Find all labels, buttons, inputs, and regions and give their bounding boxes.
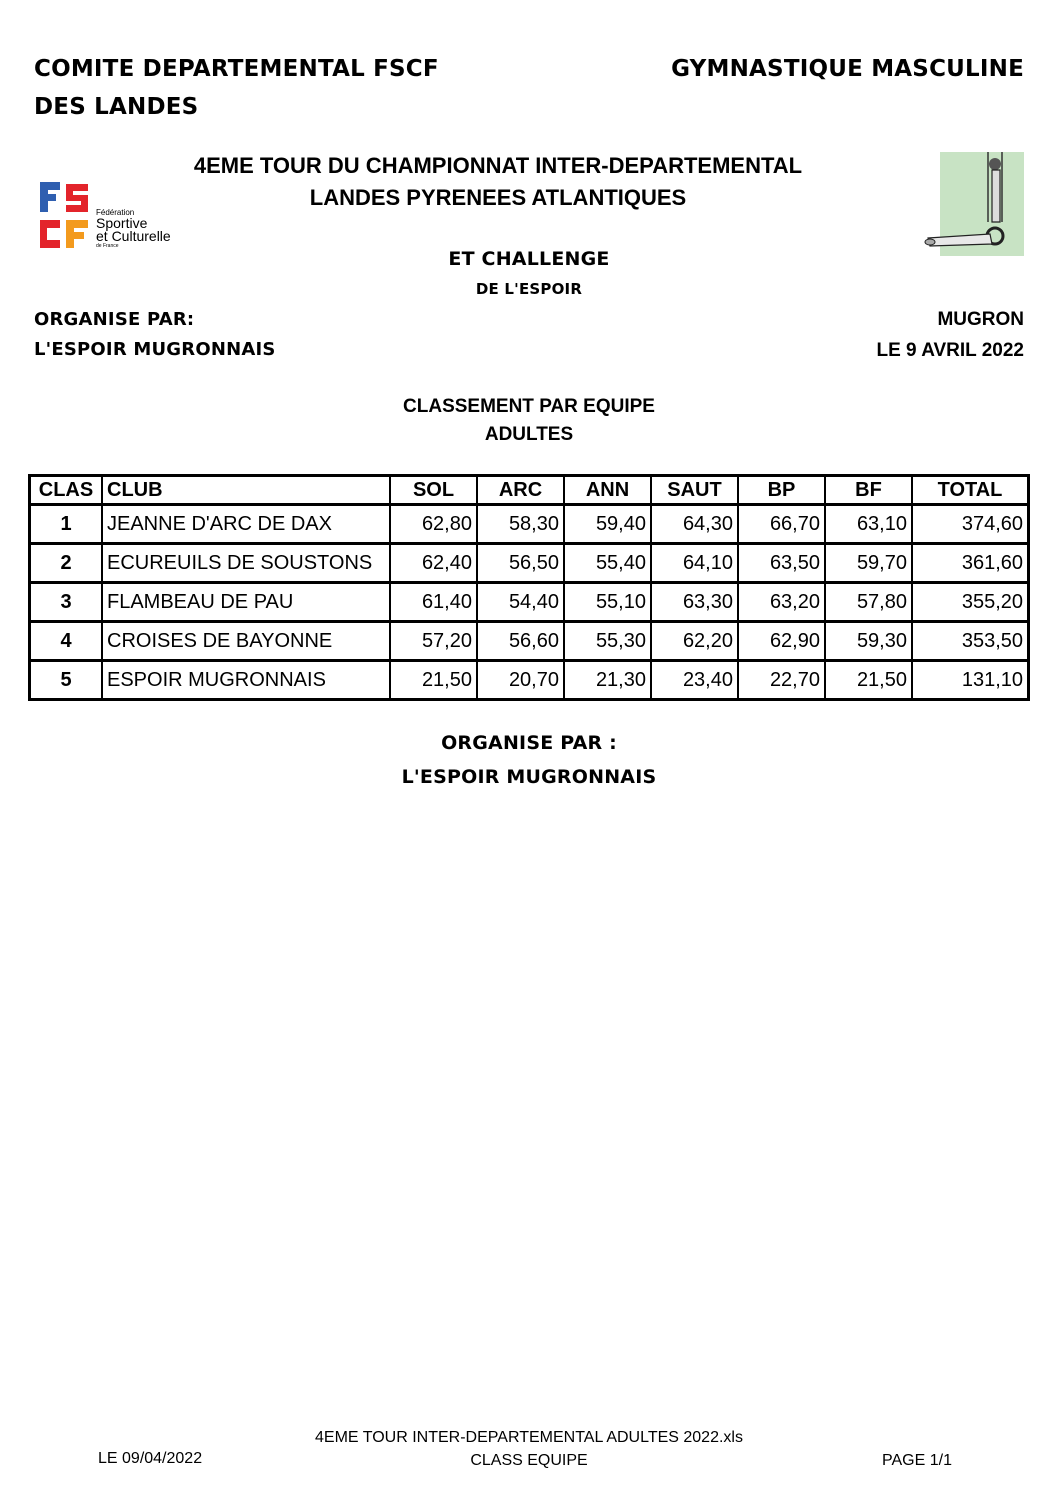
footer-organizer-label: ORGANISE PAR : <box>441 732 617 754</box>
cell-saut: 23,40 <box>651 661 738 700</box>
cell-arc: 54,40 <box>477 583 564 622</box>
cell-total: 353,50 <box>912 622 1029 661</box>
cell-sol: 62,40 <box>390 544 477 583</box>
header-arc: ARC <box>477 476 564 505</box>
fscf-logo <box>38 180 188 250</box>
cell-sol: 21,50 <box>390 661 477 700</box>
cell-rank: 1 <box>30 505 103 544</box>
event-date: LE 9 AVRIL 2022 <box>876 340 1024 361</box>
cell-rank: 5 <box>30 661 103 700</box>
cell-rank: 3 <box>30 583 103 622</box>
championship-title: 4EME TOUR DU CHAMPIONNAT INTER-DEPARTEMENTAL <box>193 153 803 178</box>
ranking-category: ADULTES <box>484 424 574 445</box>
cell-bp: 63,20 <box>738 583 825 622</box>
committee-name: COMITE DEPARTEMENTAL FSCF <box>34 56 439 82</box>
table-row <box>30 661 1029 700</box>
footer-print-date: LE 09/04/2022 <box>98 1450 203 1467</box>
cell-club: CROISES DE BAYONNE <box>102 622 390 661</box>
gymnast-image <box>922 152 1024 256</box>
cell-saut: 62,20 <box>651 622 738 661</box>
header-bf: BF <box>825 476 912 505</box>
ranking-title: CLASSEMENT PAR EQUIPE <box>403 396 655 417</box>
logo-text-line1: Sportive <box>96 215 148 231</box>
footer-page-number: PAGE 1/1 <box>882 1452 952 1469</box>
cell-arc: 58,30 <box>477 505 564 544</box>
cell-bp: 63,50 <box>738 544 825 583</box>
cell-bf: 59,30 <box>825 622 912 661</box>
table-row <box>30 505 1029 544</box>
cell-bf: 63,10 <box>825 505 912 544</box>
organizer-name: L'ESPOIR MUGRONNAIS <box>34 339 276 360</box>
cell-club: FLAMBEAU DE PAU <box>102 583 390 622</box>
header-bp: BP <box>738 476 825 505</box>
team-ranking-table <box>28 474 1030 701</box>
logo-text-tiny: de France <box>96 243 119 249</box>
cell-saut: 63,30 <box>651 583 738 622</box>
rings-gymnast-icon <box>922 152 1024 256</box>
cell-sol: 57,20 <box>390 622 477 661</box>
table-row <box>30 583 1029 622</box>
cell-sol: 61,40 <box>390 583 477 622</box>
cell-ann: 55,10 <box>564 583 651 622</box>
header-rank: CLAS <box>30 476 103 505</box>
cell-ann: 55,40 <box>564 544 651 583</box>
cell-club: ECUREUILS DE SOUSTONS <box>102 544 390 583</box>
header-saut: SAUT <box>651 476 738 505</box>
event-place: MUGRON <box>937 309 1024 330</box>
cell-arc: 56,50 <box>477 544 564 583</box>
footer-file-name: 4EME TOUR INTER-DEPARTEMENTAL ADULTES 2022.xls <box>315 1429 743 1446</box>
cell-ann: 55,30 <box>564 622 651 661</box>
cell-total: 131,10 <box>912 661 1029 700</box>
organizer-label: ORGANISE PAR: <box>34 309 195 330</box>
challenge-line2: DE L'ESPOIR <box>475 280 583 298</box>
cell-saut: 64,10 <box>651 544 738 583</box>
cell-ann: 59,40 <box>564 505 651 544</box>
cell-total: 355,20 <box>912 583 1029 622</box>
header-total: TOTAL <box>912 476 1029 505</box>
table-header-row <box>30 476 1029 505</box>
cell-rank: 2 <box>30 544 103 583</box>
cell-rank: 4 <box>30 622 103 661</box>
cell-club: ESPOIR MUGRONNAIS <box>102 661 390 700</box>
cell-club: JEANNE D'ARC DE DAX <box>102 505 390 544</box>
cell-total: 361,60 <box>912 544 1029 583</box>
header-club: CLUB <box>102 476 390 505</box>
footer-organizer-name: L'ESPOIR MUGRONNAIS <box>401 766 657 788</box>
header-sol: SOL <box>390 476 477 505</box>
discipline-title: GYMNASTIQUE MASCULINE <box>671 56 1024 82</box>
cell-bf: 21,50 <box>825 661 912 700</box>
cell-arc: 56,60 <box>477 622 564 661</box>
cell-bf: 57,80 <box>825 583 912 622</box>
cell-bp: 22,70 <box>738 661 825 700</box>
committee-region: DES LANDES <box>34 94 199 120</box>
footer-sheet-name: CLASS EQUIPE <box>470 1452 588 1469</box>
cell-bp: 62,90 <box>738 622 825 661</box>
cell-saut: 64,30 <box>651 505 738 544</box>
cell-total: 374,60 <box>912 505 1029 544</box>
table-row <box>30 544 1029 583</box>
cell-bf: 59,70 <box>825 544 912 583</box>
cell-bp: 66,70 <box>738 505 825 544</box>
cell-ann: 21,30 <box>564 661 651 700</box>
table-row <box>30 622 1029 661</box>
header-ann: ANN <box>564 476 651 505</box>
challenge-line1: ET CHALLENGE <box>448 248 610 270</box>
cell-sol: 62,80 <box>390 505 477 544</box>
logo-text-line2: et Culturelle <box>96 228 171 244</box>
logo-text-small: Fédération <box>96 208 135 217</box>
championship-subtitle: LANDES PYRENEES ATLANTIQUES <box>309 185 687 210</box>
cell-arc: 20,70 <box>477 661 564 700</box>
